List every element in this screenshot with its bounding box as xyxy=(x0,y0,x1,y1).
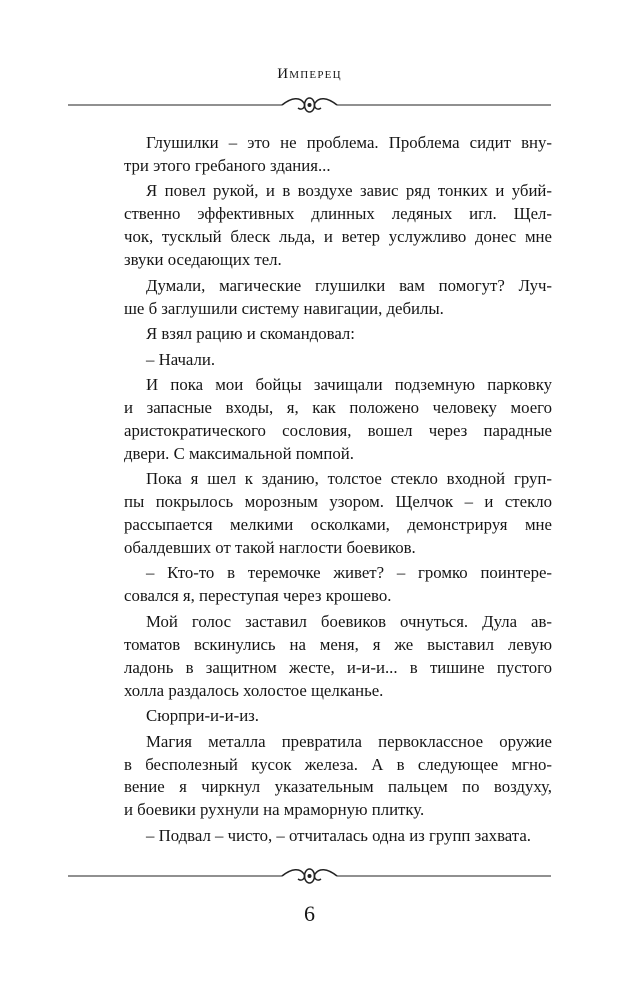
body-text xyxy=(124,132,552,850)
text-line: обалдевших от такой наглости боевиков. xyxy=(124,537,416,557)
text-line: ственно эффективных длинных ледяных игл. Щел- xyxy=(124,204,552,224)
text-line: ше б заглушили систему навигации, дебилы. xyxy=(124,298,444,318)
paragraph xyxy=(124,275,552,321)
text-line: Я взял рацию и скомандовал: xyxy=(146,324,355,344)
text-line: чок, тусклый блеск льда, и ветер услужливо донес мне xyxy=(124,227,552,247)
text-line: ладонь в защитном жесте, и-и-и... в тишине пустого xyxy=(124,657,552,677)
text-line: звуки оседающих тел. xyxy=(124,250,282,270)
paragraph xyxy=(124,562,552,608)
text-line: три этого гребаного здания... xyxy=(124,155,331,175)
text-line: томатов вскинулись на меня, я же выставил левую xyxy=(124,634,552,654)
paragraph xyxy=(124,611,552,703)
paragraph xyxy=(124,374,552,466)
ornament-divider-bottom xyxy=(68,864,551,888)
paragraph xyxy=(124,731,552,823)
text-line: Думали, магические глушилки вам помогут? Луч- xyxy=(146,275,552,295)
paragraph xyxy=(124,180,552,272)
text-line: пы покрылось морозным узором. Щелчок – и стекло xyxy=(124,492,552,512)
text-line: аристократического сословия, вошел через парадные xyxy=(124,420,552,440)
ornament-divider-top xyxy=(68,93,551,117)
text-line: – Начали. xyxy=(146,349,216,369)
text-line: Мой голос заставил боевиков очнуться. Дула ав- xyxy=(146,611,552,631)
paragraph xyxy=(124,705,552,728)
text-line: холла раздалось холостое щелканье. xyxy=(124,680,384,700)
text-line: Пока я шел к зданию, толстое стекло входной груп- xyxy=(146,469,552,489)
text-line: Я повел рукой, и в воздухе завис ряд тонких и убий- xyxy=(146,181,552,201)
running-head-title: Имперец xyxy=(277,66,342,82)
text-line: и запасные входы, я, как положено человеку моего xyxy=(124,397,552,417)
paragraph xyxy=(124,468,552,560)
paragraph xyxy=(124,349,552,372)
text-line: – Подвал – чисто, – отчиталась одна из групп захвата. xyxy=(146,825,531,845)
text-line: – Кто-то в теремочке живет? – громко поинтере- xyxy=(146,563,552,583)
text-line: Магия металла превратила первоклассное оружие xyxy=(146,731,552,751)
text-line: и боевики рухнули на мраморную плитку. xyxy=(124,800,425,820)
text-line: рассыпается мелкими осколками, демонстрируя мне xyxy=(124,515,552,535)
paragraph xyxy=(124,132,552,178)
text-line: Сюрпри-и-и-из. xyxy=(146,706,260,726)
paragraph xyxy=(124,825,552,848)
text-line: вение я чиркнул указательным пальцем по воздуху, xyxy=(124,777,552,797)
text-line: двери. С максимальной помпой. xyxy=(124,443,354,463)
text-line: совался я, переступая через крошево. xyxy=(124,586,392,606)
paragraph xyxy=(124,323,552,346)
page-number: 6 xyxy=(304,901,315,926)
text-line: в бесполезный кусок железа. А в следующее мгно- xyxy=(124,754,552,774)
text-line: Глушилки – это не проблема. Проблема сидит вну- xyxy=(146,133,552,152)
text-line: И пока мои бойцы зачищали подземную парковку xyxy=(146,375,552,395)
